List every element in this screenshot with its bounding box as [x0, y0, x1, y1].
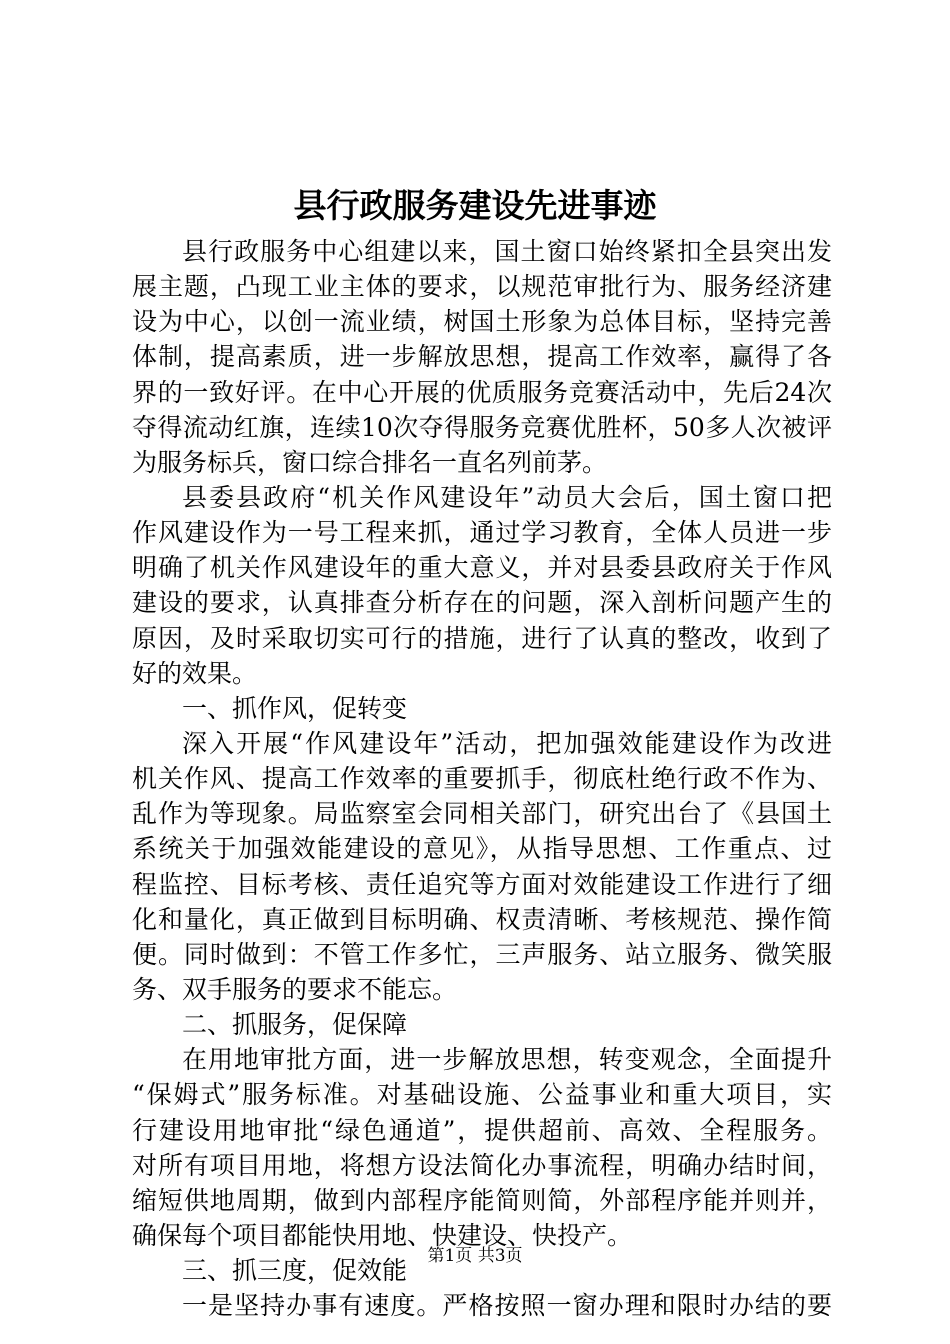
text-line: 对所有项目用地，将想方设法简化办事流程，明确办结时间，	[132, 1150, 832, 1180]
text-line: 化和量化，真正做到目标明确、权责清晰、考核规范、操作简	[132, 904, 832, 934]
text-line: “保姆式”服务标准。对基础设施、公益事业和重大项目，实	[132, 1080, 832, 1110]
text-line: 设为中心，以创一流业绩，树国土形象为总体目标，坚持完善	[132, 307, 832, 337]
text-line: 界的一致好评。在中心开展的优质服务竞赛活动中，先后24次	[132, 377, 832, 407]
text-line: 好的效果。	[132, 658, 258, 688]
text-line: 建设的要求，认真排查分析存在的问题，深入剖析问题产生的	[132, 588, 832, 618]
text-line: 缩短供地周期，做到内部程序能简则简，外部程序能并则并，	[132, 1185, 832, 1215]
text-line: 夺得流动红旗，连续10次夺得服务竞赛优胜杯，50多人次被评	[132, 412, 832, 442]
text-line: 一是坚持办事有速度。严格按照一窗办理和限时办结的要	[182, 1291, 832, 1321]
text-line: 务、双手服务的要求不能忘。	[132, 974, 458, 1004]
text-line: 程监控、目标考核、责任追究等方面对效能建设工作进行了细	[132, 869, 832, 899]
text-line: 在用地审批方面，进一步解放思想，转变观念，全面提升	[182, 1045, 832, 1075]
text-line: 明确了机关作风建设年的重大意义，并对县委县政府关于作风	[132, 553, 832, 583]
text-line: 三、抓三度，促效能	[182, 1256, 408, 1286]
text-line: 作风建设作为一号工程来抓，通过学习教育，全体人员进一步	[132, 518, 832, 548]
text-line: 县委县政府“机关作风建设年”动员大会后，国土窗口把	[182, 482, 832, 512]
text-line: 展主题，凸现工业主体的要求，以规范审批行为、服务经济建	[132, 272, 832, 302]
page-footer: 第1页 共3页	[427, 1246, 523, 1266]
text-line: 机关作风、提高工作效率的重要抓手，彻底杜绝行政不作为、	[132, 764, 832, 794]
text-line: 乱作为等现象。局监察室会同相关部门，研究出台了《县国土	[132, 799, 832, 829]
text-line: 原因，及时采取切实可行的措施，进行了认真的整改，收到了	[132, 623, 832, 653]
text-line: 县行政服务中心组建以来，国土窗口始终紧扣全县突出发	[182, 237, 832, 266]
text-line: 系统关于加强效能建设的意见》，从指导思想、工作重点、过	[132, 834, 832, 864]
text-line: 深入开展“作风建设年”活动，把加强效能建设作为改进	[182, 728, 832, 758]
document-title: 县行政服务建设先进事迹	[293, 186, 657, 225]
text-line: 二、抓服务，促保障	[182, 1010, 408, 1040]
text-line: 一、抓作风，促转变	[182, 693, 408, 723]
text-line: 确保每个项目都能快用地、快建设、快投产。	[132, 1220, 633, 1250]
text-line: 体制，提高素质，进一步解放思想，提高工作效率，赢得了各	[132, 342, 832, 372]
text-line: 行建设用地审批“绿色通道”，提供超前、高效、全程服务。	[132, 1115, 832, 1145]
text-line: 为服务标兵，窗口综合排名一直名列前茅。	[132, 447, 608, 477]
text-line: 便。同时做到：不管工作多忙，三声服务、站立服务、微笑服	[132, 939, 832, 969]
document-body	[132, 234, 832, 1323]
